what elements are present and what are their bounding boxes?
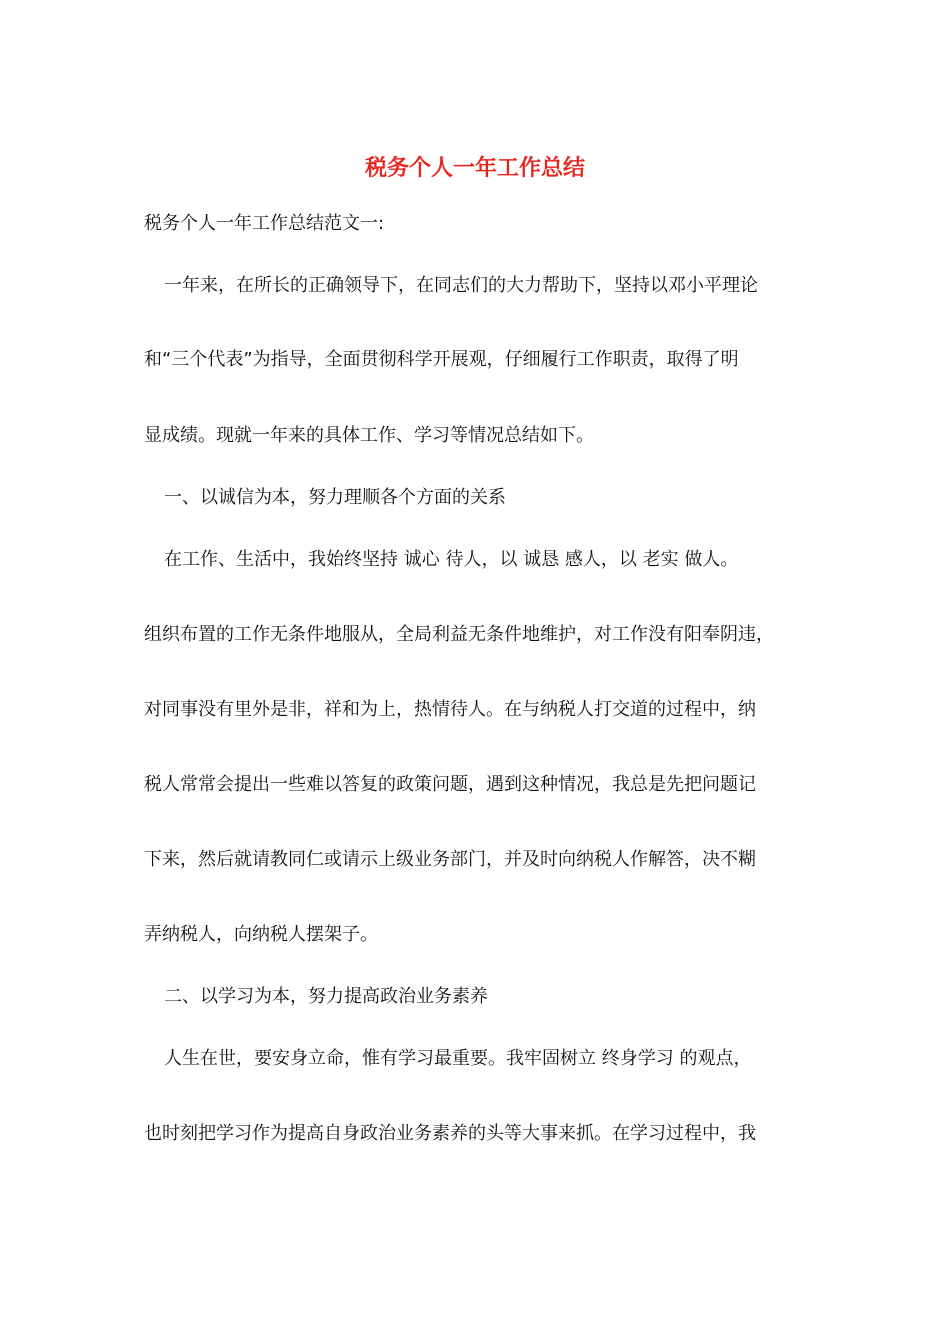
text-line: 组织布置的工作无条件地服从，全局利益无条件地维护，对工作没有阳奉阴违，: [144, 624, 774, 645]
text-line: 弄纳税人，向纳税人摆架子。: [144, 924, 378, 945]
text-line: 人生在世，要安身立命，惟有学习最重要。我牢固树立 终身学习 的观点，: [164, 1048, 752, 1069]
text-line: 和“三个代表”为指导，全面贯彻科学开展观，仔细履行工作职责，取得了明: [144, 349, 739, 370]
text-line: 一年来，在所长的正确领导下，在同志们的大力帮助下，坚持以邓小平理论: [164, 275, 758, 296]
text-line: 税人常常会提出一些难以答复的政策问题，遇到这种情况，我总是先把问题记: [144, 774, 756, 795]
section-heading: 二、以学习为本，努力提高政治业务素养: [164, 986, 488, 1007]
text-line: 也时刻把学习作为提高自身政治业务素养的头等大事来抓。在学习过程中，我: [144, 1123, 756, 1144]
document-title: 税务个人一年工作总结: [364, 155, 585, 181]
text-line: 税务个人一年工作总结范文一:: [144, 213, 385, 234]
section-heading: 一、以诚信为本，努力理顺各个方面的关系: [164, 487, 506, 508]
text-line: 对同事没有里外是非，祥和为上，热情待人。在与纳税人打交道的过程中，纳: [144, 699, 756, 720]
text-line: 下来，然后就请教同仁或请示上级业务部门，并及时向纳税人作解答，决不糊: [144, 849, 756, 870]
text-line: 显成绩。现就一年来的具体工作、学习等情况总结如下。: [144, 425, 594, 446]
text-line: 在工作、生活中，我始终坚持 诚心 待人，以 诚恳 感人，以 老实 做人。: [164, 549, 739, 570]
